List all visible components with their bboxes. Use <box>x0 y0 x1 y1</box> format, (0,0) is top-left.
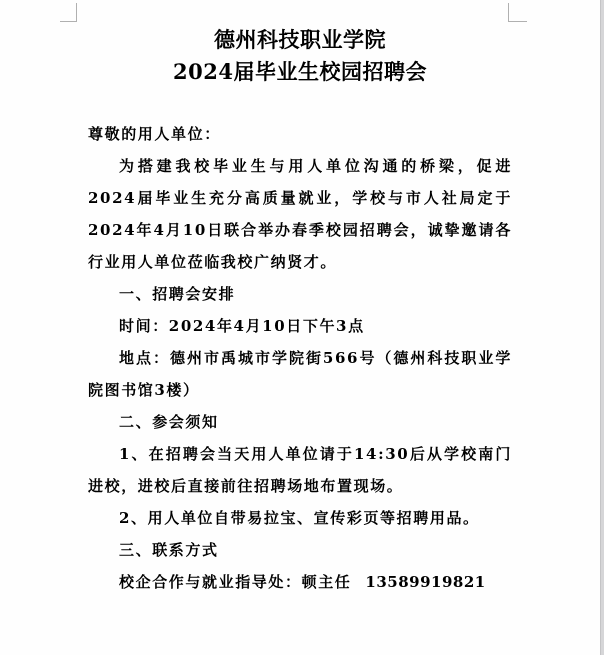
section-heading-contact: 三、联系方式 <box>119 541 219 559</box>
contact-label: 校企合作与就业指导处：顿主任 <box>119 573 352 591</box>
section-heading-arrangement: 一、招聘会安排 <box>119 285 236 303</box>
contact-phone: 13589919821 <box>365 573 486 591</box>
contact-line <box>88 566 512 598</box>
notice-item-2: 2、用人单位自带易拉宝、宣传彩页等招聘用品。 <box>119 509 480 527</box>
document-title-school: 德州科技职业学院 <box>214 27 386 52</box>
section-heading-notice: 二、参会须知 <box>119 413 219 431</box>
event-time: 时间：2024年4月10日下午3点 <box>119 317 365 335</box>
document-title-event: 2024届毕业生校园招聘会 <box>173 59 427 84</box>
salutation: 尊敬的用人单位： <box>88 125 221 143</box>
event-location: 地点：德州市禹城市学院街566号（德州科技职业学院图书馆3楼） <box>88 349 512 399</box>
window-right-edge <box>600 0 604 655</box>
intro-paragraph: 为搭建我校毕业生与用人单位沟通的桥梁，促进2024届毕业生充分高质量就业，学校与市人社局定于2024年4月10日联合举办春季校园招聘会，诚挚邀请各行业用人单位莅临我校广纳贤才。 <box>88 157 512 271</box>
document-body <box>88 118 512 598</box>
notice-item-1: 1、在招聘会当天用人单位请于14:30后从学校南门进校，进校后直接前往招聘场地布置现场。 <box>88 445 512 495</box>
